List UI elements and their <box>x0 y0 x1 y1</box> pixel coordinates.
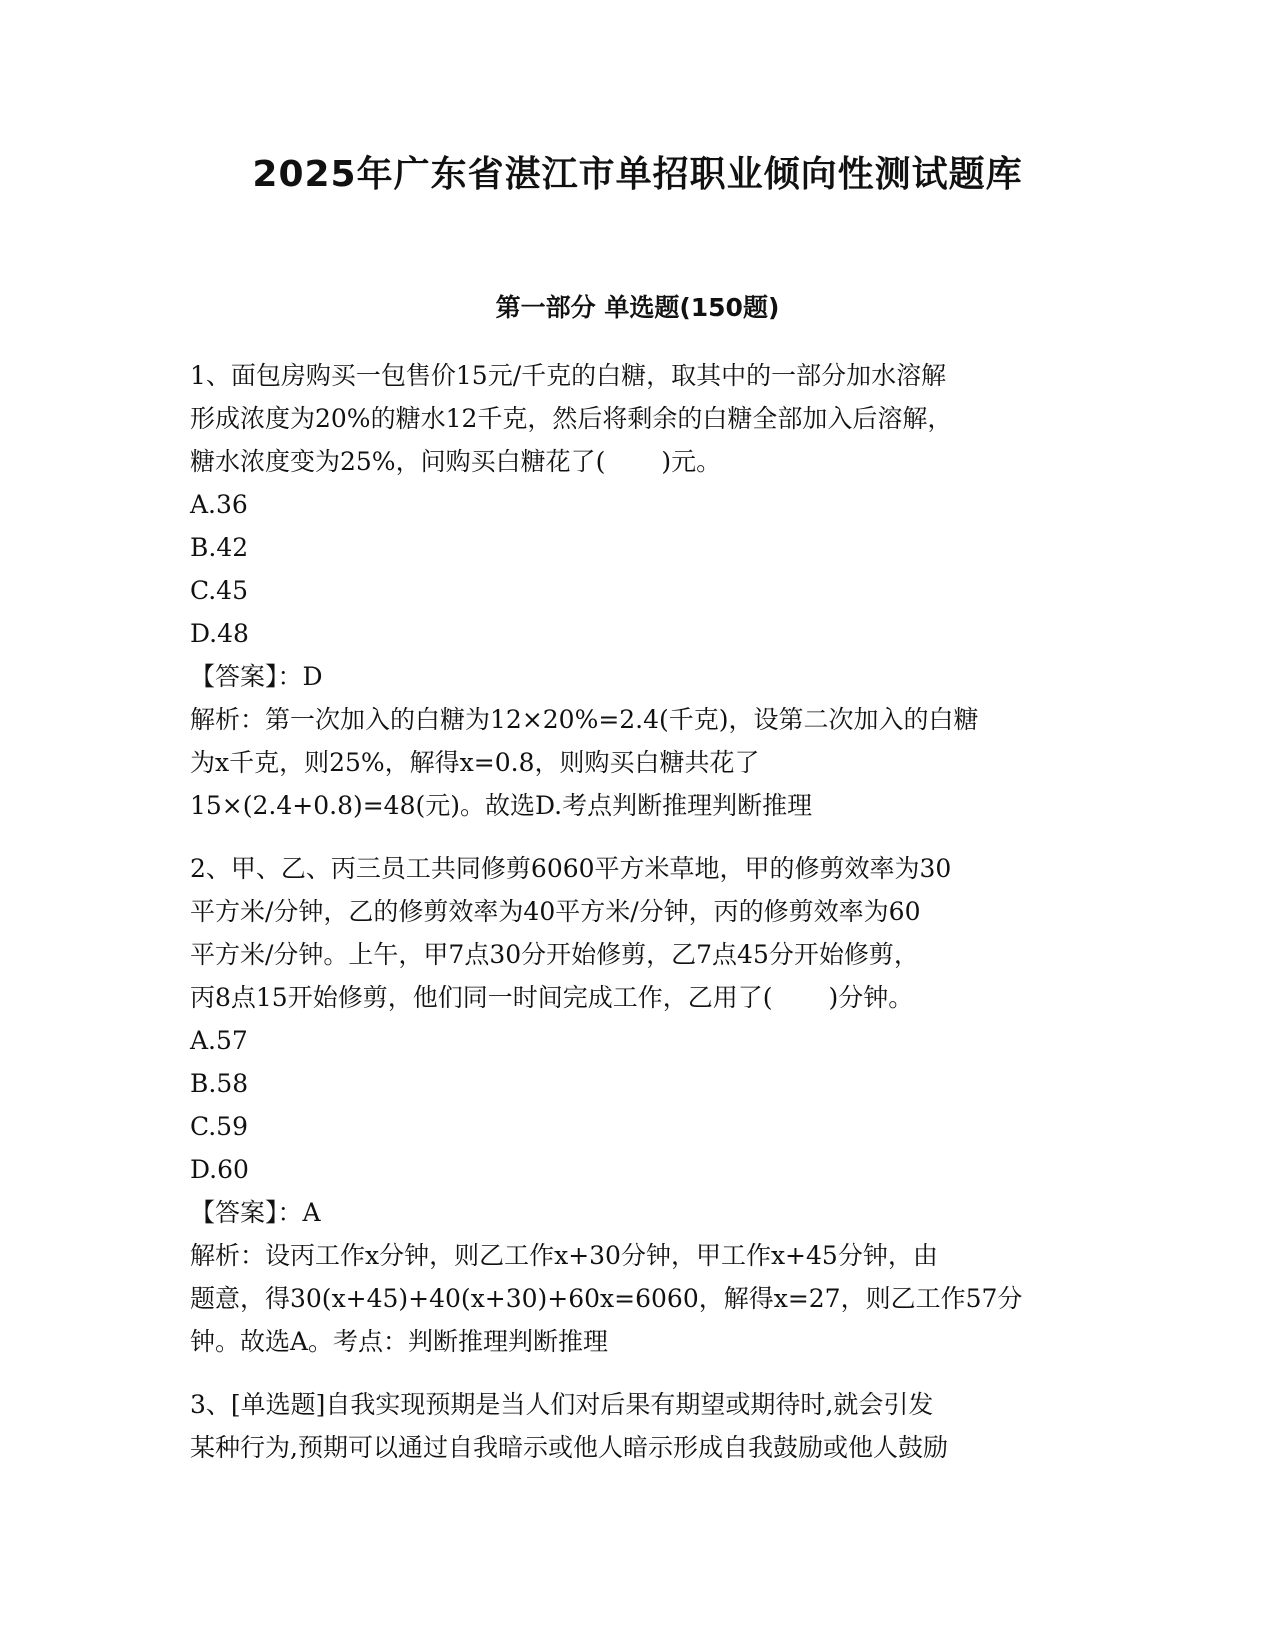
question-3-stem-line-1: 3、[单选题]自我实现预期是当人们对后果有期望或期待时,就会引发 <box>190 1390 934 1419</box>
question-2-option-a: A.57 <box>190 1026 248 1055</box>
question-1-answer: 【答案】：D <box>190 662 323 691</box>
question-2-answer: 【答案】：A <box>190 1198 321 1227</box>
question-1-analysis-line-3: 15×(2.4+0.8)=48(元)。故选D.考点判断推理判断推理 <box>190 791 813 820</box>
question-3-stem-line-2: 某种行为,预期可以通过自我暗示或他人暗示形成自我鼓励或他人鼓励 <box>190 1433 948 1462</box>
question-2-analysis-line-2: 题意，得30(x+45)+40(x+30)+60x=6060，解得x=27，则乙工作57分 <box>190 1284 1023 1313</box>
question-2-stem-line-1: 2、甲、乙、丙三员工共同修剪6060平方米草地，甲的修剪效率为30 <box>190 854 952 883</box>
question-2-analysis-line-3: 钟。故选A。考点：判断推理判断推理 <box>190 1327 609 1356</box>
question-1-analysis-line-2: 为x千克，则25%，解得x=0.8，则购买白糖共花了 <box>190 748 760 777</box>
question-2-stem-line-4a: 丙8点15开始修剪，他们同一时间完成工作，乙用了( <box>190 983 773 1012</box>
question-2-stem-line-2: 平方米/分钟，乙的修剪效率为40平方米/分钟，丙的修剪效率为60 <box>190 897 921 926</box>
document-title: 2025年广东省湛江市单招职业倾向性测试题库 <box>252 154 1023 195</box>
question-1-option-d: D.48 <box>190 619 249 648</box>
question-list <box>190 354 1090 1489</box>
question-1-option-a: A.36 <box>190 490 248 519</box>
question-2 <box>190 847 1090 1363</box>
question-1-stem-line-1: 1、面包房购买一包售价15元/千克的白糖，取其中的一部分加水溶解 <box>190 361 947 390</box>
question-1-stem-line-3a: 糖水浓度变为25%，问购买白糖花了( <box>190 447 606 476</box>
question-1-option-c: C.45 <box>190 576 248 605</box>
question-1-analysis-line-1: 解析：第一次加入的白糖为12×20%=2.4(千克)，设第二次加入的白糖 <box>190 705 979 734</box>
question-2-stem-line-4 <box>190 976 1090 1019</box>
question-2-stem-line-3: 平方米/分钟。上午，甲7点30分开始修剪，乙7点45分开始修剪， <box>190 940 919 969</box>
question-2-analysis-line-1: 解析：设丙工作x分钟，则乙工作x+30分钟，甲工作x+45分钟，由 <box>190 1241 938 1270</box>
question-2-stem-line-4b: )分钟。 <box>828 983 914 1012</box>
question-2-option-c: C.59 <box>190 1112 248 1141</box>
question-1 <box>190 354 1090 827</box>
question-1-stem-line-3 <box>190 440 1090 483</box>
question-2-option-d: D.60 <box>190 1155 249 1184</box>
question-1-stem-line-2: 形成浓度为20%的糖水12千克，然后将剩余的白糖全部加入后溶解， <box>190 404 953 433</box>
question-1-stem-line-3b: )元。 <box>661 447 722 476</box>
section-title: 第一部分 单选题(150题) <box>495 293 780 322</box>
question-1-option-b: B.42 <box>190 533 249 562</box>
question-2-option-b: B.58 <box>190 1069 249 1098</box>
question-3 <box>190 1383 1090 1469</box>
